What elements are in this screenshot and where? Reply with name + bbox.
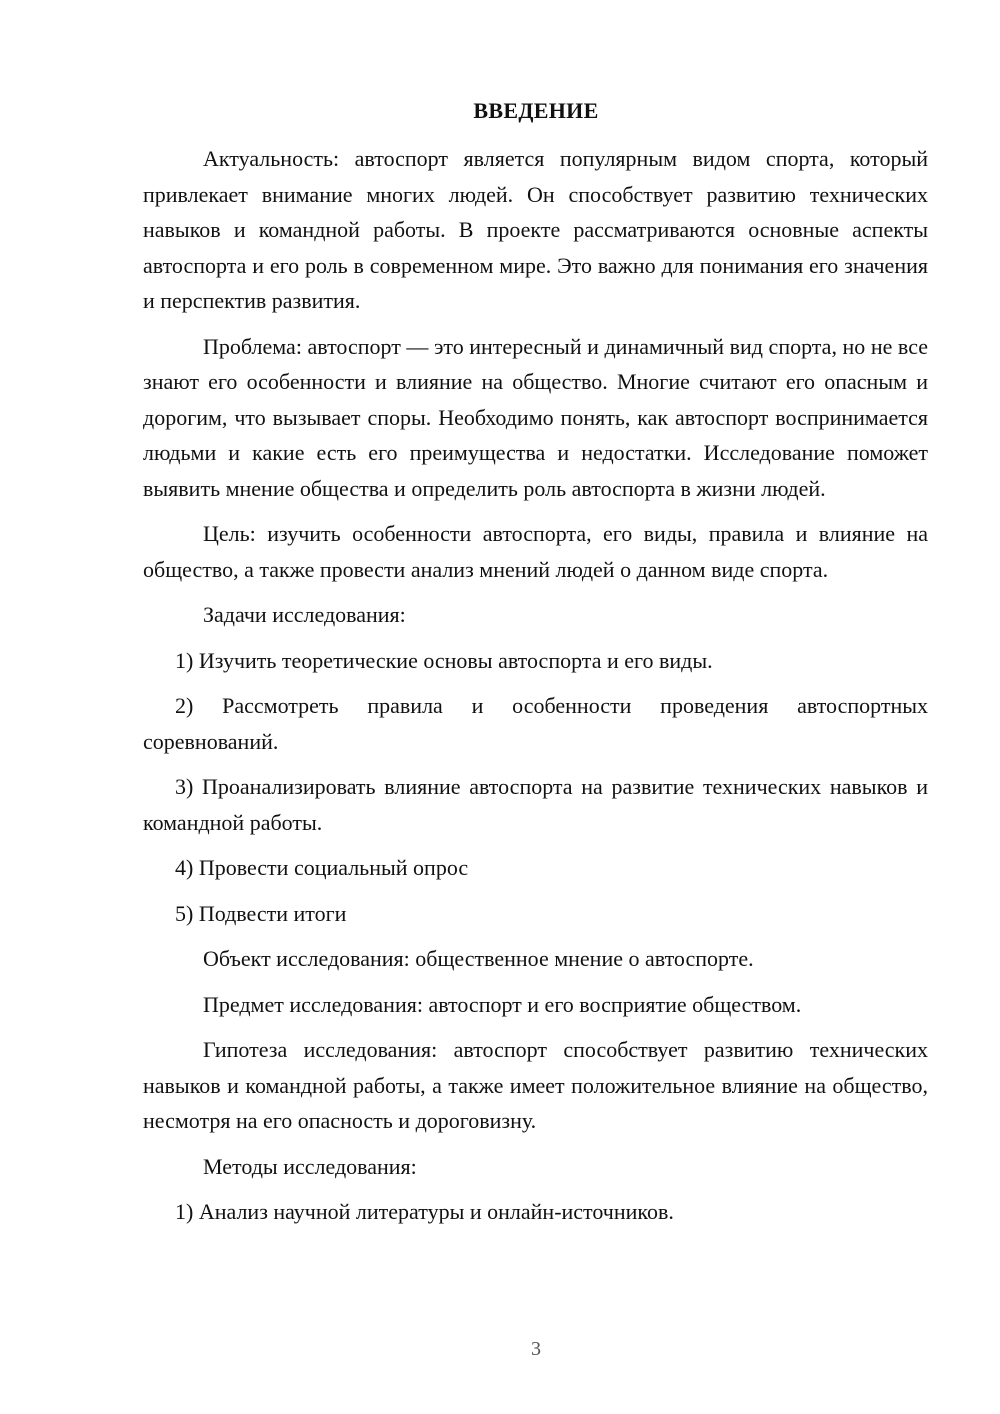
list-item-task-5: 5) Подвести итоги <box>175 900 347 926</box>
paragraph-subject: Предмет исследования: автоспорт и его восприятие обществом. <box>203 991 802 1017</box>
list-item-task-4: 4) Провести социальный опрос <box>175 855 469 880</box>
section-title: ВВЕДЕНИЕ <box>473 98 599 123</box>
paragraph-goal: Цель: изучить особенности автоспорта, его виды, правила и влияние на общество, а также провести анализ мнений людей о данном виде спорта. <box>143 521 928 582</box>
list-item-task-2: 2) Рассмотреть правила и особенности проведения автоспортных соревнований. <box>143 693 928 754</box>
document-body <box>143 141 928 1240</box>
list-item-task-1: 1) Изучить теоретические основы автоспорта и его виды. <box>175 647 713 673</box>
list-item-method-1: 1) Анализ научной литературы и онлайн-источников. <box>175 1199 674 1224</box>
paragraph-methods-heading: Методы исследования: <box>203 1153 417 1179</box>
page-number: 3 <box>531 1338 541 1360</box>
paragraph-object: Объект исследования: общественное мнение о автоспорте. <box>203 946 754 971</box>
paragraph-hypothesis: Гипотеза исследования: автоспорт способствует развитию технических навыков и командной работы, а также имеет положительное влияние на общество, несмотря на его опасность и дороговизну. <box>143 1037 928 1133</box>
paragraph-problem: Проблема: автоспорт — это интересный и динамичный вид спорта, но не все знают его особенности и влияние на общество. Многие считают его опасным и дорогим, что вызывает споры. Необходимо понять, как автоспорт воспринимается людьми и какие есть его преимущества и недостатки. Исследование поможет выявить мнение общества и определить роль автоспорта в жизни людей. <box>143 333 928 501</box>
paragraph-tasks-heading: Задачи исследования: <box>203 602 406 627</box>
list-item-task-3: 3) Проанализировать влияние автоспорта на развитие технических навыков и командной работы. <box>143 774 928 835</box>
paragraph-relevance: Актуальность: автоспорт является популярным видом спорта, который привлекает внимание многих людей. Он способствует развитию технических навыков и командной работы. В проекте рассматриваются основные аспекты автоспорта и его роль в современном мире. Это важно для понимания его значения и перспектив развития. <box>143 146 928 313</box>
